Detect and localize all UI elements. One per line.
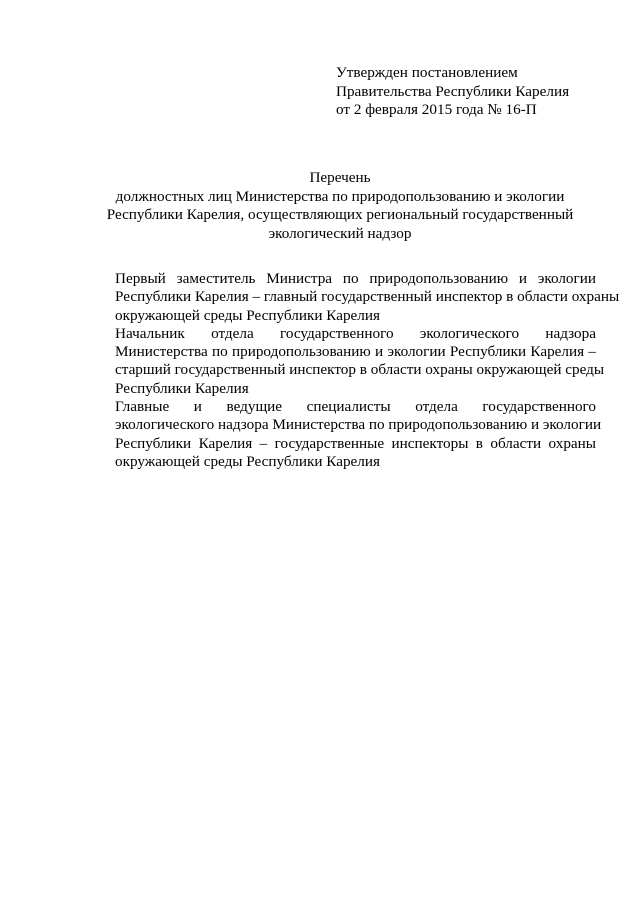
list-item [84, 324, 605, 398]
title-line-1: должностных лиц Министерства по природопользованию и экологии [115, 187, 565, 205]
list-item [84, 398, 602, 471]
list-item-line: Начальник отдела государственного экологического надзора [115, 324, 596, 342]
list-item [84, 270, 620, 325]
list-item-line: окружающей среды Республики Карелия [115, 306, 380, 324]
list-item-line: окружающей среды Республики Карелия [115, 452, 380, 470]
list-item-line: Республики Карелия [115, 379, 249, 397]
list-item-line: экологического надзора Министерства по природопользованию и экологии [115, 416, 602, 434]
list-item-line: Республики Карелия – главный государственный инспектор в области охраны [115, 288, 620, 306]
title-line-2: Республики Карелия, осуществляющих региональный государственный [106, 206, 574, 223]
list-item-line: Первый заместитель Министра по природопользованию и экологии [115, 270, 596, 287]
document-title [84, 169, 596, 243]
title-heading: Перечень [309, 169, 371, 186]
approval-line-3: от 2 февраля 2015 года № 16-П [336, 101, 537, 118]
list-item-line: старший государственный инспектор в области охраны окружающей среды [115, 361, 605, 379]
approval-line-1: Утвержден постановлением [336, 64, 518, 81]
title-line-3: экологический надзор [268, 224, 412, 242]
approval-line-2: Правительства Республики Карелия [336, 82, 570, 100]
approval-stamp [336, 64, 606, 120]
list-item-line: Главные и ведущие специалисты отдела государственного [115, 398, 596, 416]
list-item-line: Республики Карелия – государственные инспекторы в области охраны [115, 434, 596, 452]
list-item-line: Министерства по природопользованию и экологии Республики Карелия – [115, 343, 596, 361]
positions-list [84, 270, 620, 471]
